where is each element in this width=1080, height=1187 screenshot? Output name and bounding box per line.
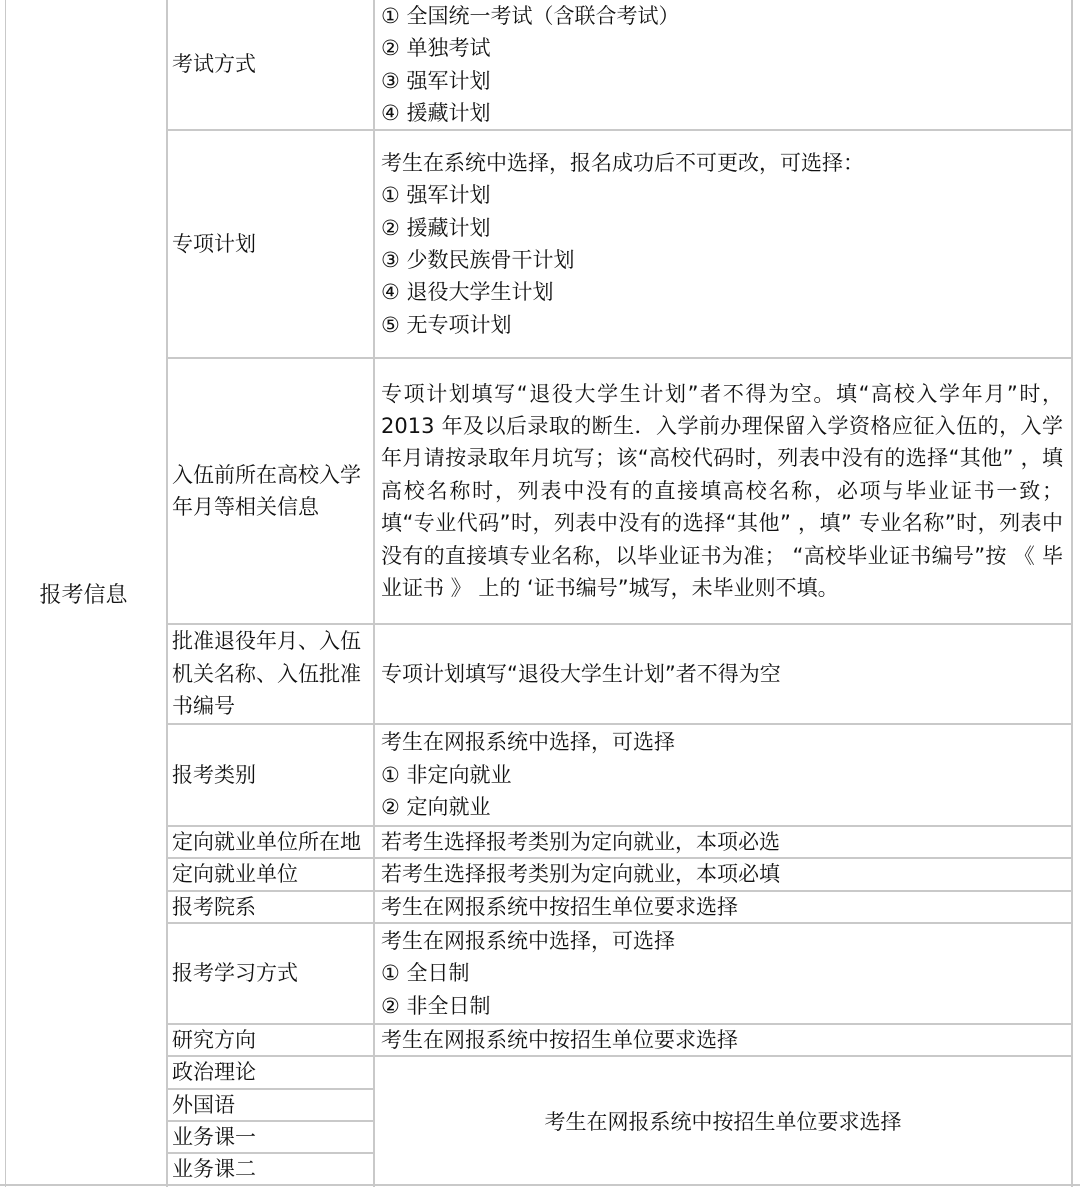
- subject-label-major-course-1: 业务课一: [172, 1124, 256, 1149]
- row-content-discharge-info: [375, 625, 1071, 723]
- option-line: ① 强军计划: [381, 183, 491, 208]
- description-line: 考生在网报系统中按招生单位要求选择: [381, 894, 738, 919]
- description-line: 考生在网报系统中按招生单位要求选择: [381, 1027, 738, 1052]
- row-content-apply-category: [375, 725, 1071, 825]
- option-line: 考生在系统中选择，报名成功后不可更改，可选择：: [381, 150, 864, 175]
- description-line: 若考生选择报考类别为定向就业，本项必填: [381, 862, 780, 887]
- option-line: ② 援藏计划: [381, 215, 491, 240]
- row-label-department: 报考院系: [172, 894, 256, 919]
- row-label-employer-location: 定向就业单位所在地: [172, 829, 361, 854]
- option-line: ② 定向就业: [381, 795, 491, 820]
- row-content-department: [375, 892, 1071, 922]
- option-line: ② 非全日制: [381, 993, 491, 1018]
- option-line: ① 全国统一考试（含联合考试）: [381, 4, 680, 28]
- option-line: ⑤ 无专项计划: [381, 312, 512, 337]
- description-line: 专项计划填写“退役大学生计划”者不得为空: [381, 661, 781, 686]
- subject-label-major-course-2: 业务课二: [172, 1156, 256, 1181]
- row-content-special-plan: [375, 131, 1071, 357]
- option-line: 考生在网报系统中选择，可选择: [381, 730, 675, 755]
- option-line: ① 全日制: [381, 961, 470, 986]
- row-label-employer: 定向就业单位: [172, 862, 298, 887]
- row-label-enlist-school-info: 入伍前所在高校入学年月等相关信息: [172, 462, 361, 519]
- subject-merged-content: 考生在网报系统中按招生单位要求选择: [544, 1109, 902, 1134]
- description-line: 若考生选择报考类别为定向就业，本项必选: [381, 829, 780, 854]
- subject-label-foreign-language: 外国语: [172, 1092, 235, 1117]
- option-line: ① 非定向就业: [381, 762, 512, 787]
- option-line: ③ 少数民族骨干计划: [381, 248, 575, 272]
- row-content-study-mode: [375, 924, 1071, 1023]
- option-line: ④ 援藏计划: [381, 101, 491, 126]
- row-content-research-direction: [375, 1025, 1071, 1055]
- row-label-research-direction: 研究方向: [172, 1027, 256, 1052]
- row-label-study-mode: 报考学习方式: [172, 961, 298, 986]
- group-label: 报考信息: [39, 583, 128, 608]
- row-content-exam-mode: [375, 0, 1071, 129]
- grid-line: [1071, 0, 1073, 1187]
- option-line: ④ 退役大学生计划: [381, 280, 554, 305]
- description-paragraph: 专项计划填写“退役大学生计划”者不得为空。填“高校入学年月”时， 2013 年及以后录取的断生．入学前办理保留入学资格应征入伍的，入学年月请按录取年月坑写；该“高校代码时，列表中没有的选择“其他” ，填高校名称时，列表中没有的直接填高校名称，必项与毕业证书一致；填“专业代码”时，列表中没有的选择“其他” ，填” 专业名称”时，列表中没有的直接填专业名称，以毕业证书为准； “高校毕业证书编号”按 《 毕业证书 》 上的 ‘证书编号”城写，未毕业则不填。: [381, 381, 1063, 601]
- row-content-employer: [375, 859, 1071, 890]
- option-line: 考生在网报系统中选择，可选择: [381, 928, 675, 953]
- subject-label-politics: 政治理论: [172, 1060, 256, 1085]
- row-label-apply-category: 报考类别: [172, 762, 256, 787]
- row-content-enlist-school-info: [375, 359, 1071, 623]
- row-label-exam-mode: 考试方式: [172, 52, 256, 77]
- row-content-employer-location: [375, 827, 1071, 857]
- row-label-discharge-info: 批准退役年月、入伍机关名称、入伍批准书编号: [172, 629, 361, 719]
- row-label-special-plan: 专项计划: [172, 231, 256, 256]
- option-line: ② 单独考试: [381, 36, 491, 61]
- option-line: ③ 强军计划: [381, 68, 491, 93]
